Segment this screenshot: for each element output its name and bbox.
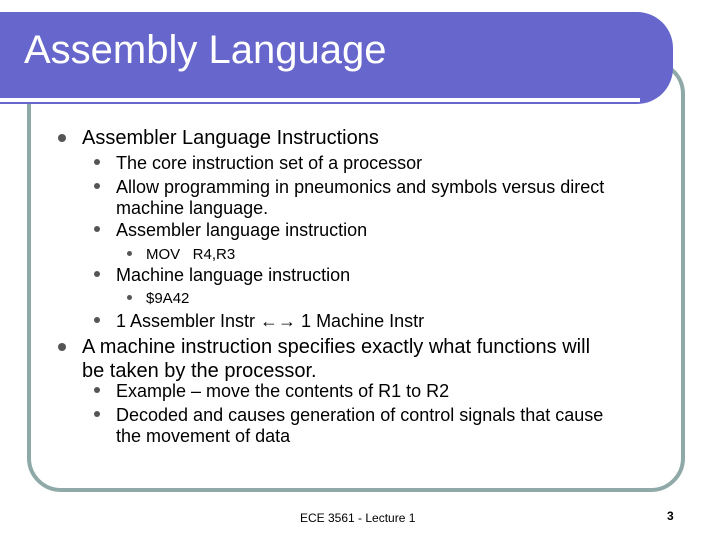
slide-footer: ECE 3561 - Lecture 1 bbox=[300, 511, 416, 525]
bullet-dot bbox=[127, 295, 132, 300]
bullet-dot bbox=[94, 159, 100, 165]
bullet-dot bbox=[58, 343, 66, 351]
bullet-text-continued: the movement of data bbox=[116, 426, 291, 446]
bullet-text: Assembler Language Instructions bbox=[82, 127, 379, 149]
bullet-text-continued: be taken by the processor. bbox=[82, 360, 317, 382]
bullet-text: Allow programming in pneumonics and symbols versus direct bbox=[116, 177, 605, 197]
bullet-text-continued: machine language. bbox=[116, 198, 269, 218]
bullet-dot bbox=[94, 226, 100, 232]
bullet-dot bbox=[94, 411, 100, 417]
bullet-text: Example – move the contents of R1 to R2 bbox=[116, 381, 450, 401]
bullet-dot bbox=[58, 134, 66, 142]
bullet-dot bbox=[94, 271, 100, 277]
bullet-text: Machine language instruction bbox=[116, 265, 351, 285]
bullet-text: Decoded and causes generation of control signals that cause bbox=[116, 405, 604, 425]
bullet-text: 1 Assembler Instr ←→ 1 Machine Instr bbox=[116, 311, 425, 331]
bullet-text: The core instruction set of a processor bbox=[116, 153, 423, 173]
bullet-dot bbox=[127, 251, 132, 256]
page-number: 3 bbox=[667, 509, 674, 523]
slide-title: Assembly Language bbox=[24, 28, 387, 72]
bullet-dot bbox=[94, 387, 100, 393]
hex-example: $9A42 bbox=[146, 290, 190, 307]
bullet-text: Assembler language instruction bbox=[116, 220, 368, 240]
code-example: MOV R4,R3 bbox=[146, 246, 236, 263]
title-divider bbox=[0, 98, 640, 102]
bullet-dot bbox=[94, 317, 100, 323]
bullet-text: A machine instruction specifies exactly what functions will bbox=[82, 336, 591, 358]
bullet-dot bbox=[94, 183, 100, 189]
